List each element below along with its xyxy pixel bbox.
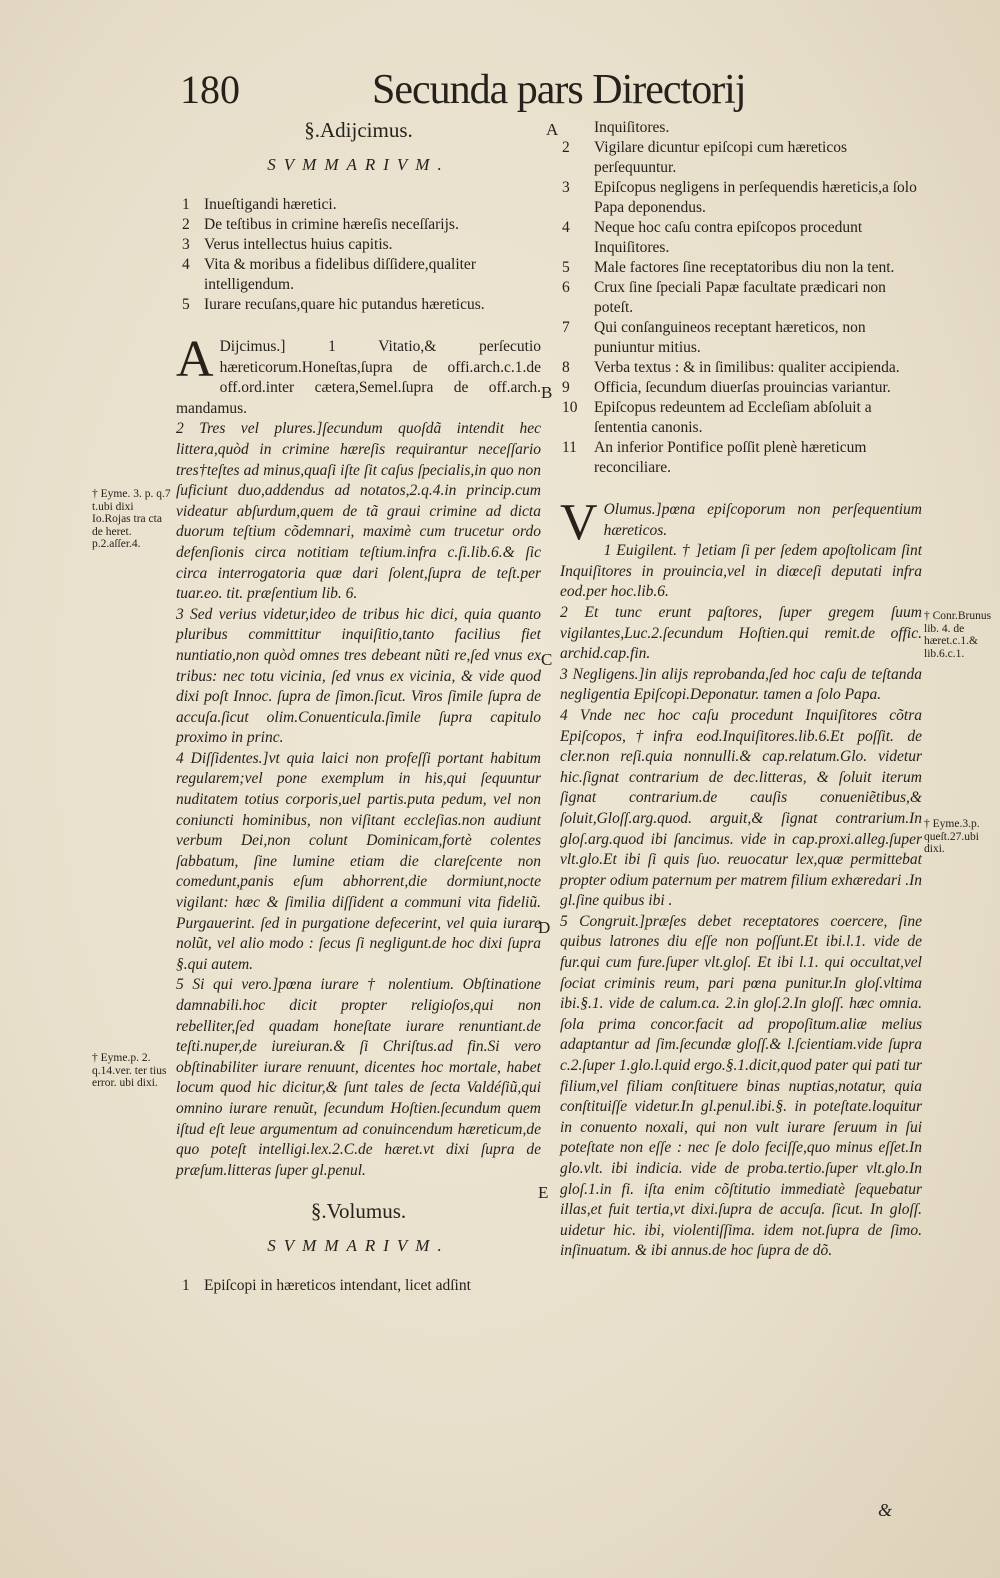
summary-item: 9 Officia, ſecundum diuerſas prouincias variantur.: [562, 379, 891, 396]
catchword: &: [877, 1500, 892, 1520]
drop-capital: V: [560, 494, 598, 551]
summary-item: 11 An inferior Pontifice poſſit plenè hæreticum reconciliare.: [562, 439, 867, 476]
summary-item: 10 Epiſcopus redeuntem ad Eccleſiam abſoluit a ſententia canonis.: [562, 399, 872, 436]
commentary-paragraph: 4 Diſſidentes.]vt quia laici non profeſſi portant habitum regularem;vel pone exemplum in his,qui ſequuntur nuditatem totius corporis,uel partis.puta pedum, vel non coniuncti hominibus, non viſitant eccleſias.non audiunt verbum Dei,non colunt Dominicam,fortè colentes ſabbatum, ſine lumine etiam die clareſcente non comedunt,panis eſum abhorrent,die dormiunt,nocte vigilant: hæc & ſimilia diſſident a communi vita fideliũ. Purgauerint. ſed in purgatione defecerint, vel quia iurare nolũt, vel alio modo : ſecus ſi negligunt.de hoc dixi ſupra §.qui autem.: [176, 749, 541, 973]
commentary-paragraph: 3 Negligens.]in alijs reprobanda,ſed hoc caſu de teſtanda negligentia Epiſcopi.Deponatur. tamen a ſolo Papa.: [560, 665, 922, 704]
summarium-heading: SVMMARIVM.: [267, 155, 450, 174]
summary-item: 4 Vita & moribus a fidelibus diſſidere,qualiter intelligendum.: [182, 256, 476, 293]
commentary-paragraph: 4 Vnde nec hoc caſu procedunt Inquiſitores cõtra Epiſcopos,†infra eod.Inquiſitores.lib.6.Et poſſit. de cler.non reſi.quia nonnulli.& cap.relatum.Glo. videtur hic.ſignat contrarium de dec.litteras, & ſoluit iterum ſignat contrarium.de cauſis conueniẽtibus,& ſoluit,Gloſſ.arg.quod. arguit,& ſignat contrarium.In gloſ.arg.quod ibi ſancimus. vide in cap.proxi.alleg.ſuper vlt.glo.Et ibi ſi quis ſuo. reuocatur lex,quæ permittebat propter odium paternum per matrem filium exhæredari .In gl.ſine quibus ibi .: [560, 706, 922, 910]
section-letter-c: C: [541, 650, 553, 669]
commentary-paragraph: V Olumus.]pœna epiſcoporum non perſequentium hæreticos.: [560, 494, 922, 551]
summarium-heading: SVMMARIVM.: [267, 1236, 450, 1256]
commentary-paragraph: 2 Et tunc erunt paſtores, ſuper gregem ſuum vigilantes,Luc.2.ſecundum Hoſtien.qui remit.de offic. archid.cap.fin.: [560, 603, 922, 663]
summary-item: 5 Male factores ſine receptatoribus diu non la tent.: [562, 259, 895, 276]
summary-item: 8 Verba textus : & in ſimilibus: qualiter accipienda.: [562, 359, 900, 376]
running-head: Secunda pars Directorij: [372, 67, 746, 113]
left-column: [176, 118, 541, 1296]
summary-item: 6 Crux ſine ſpeciali Papæ facultate prædicari non poteſt.: [562, 279, 886, 316]
summary-item: 3 Epiſcopus negligens in perſequendis hæreticis,a ſolo Papa deponendus.: [562, 179, 917, 216]
summary-item: 4 Neque hoc caſu contra epiſcopos procedunt Inquiſitores.: [562, 219, 863, 256]
summary-item: Inquiſitores.: [594, 119, 670, 136]
page-header: [0, 66, 1000, 116]
section-letter-d: D: [538, 918, 551, 937]
section-letter-b: B: [541, 383, 553, 402]
drop-capital: A: [176, 331, 214, 388]
summary-item: 3 Verus intellectus huius capitis.: [182, 236, 393, 253]
commentary-paragraph: 5 Congruit.]præſes debet receptatores coercere, ſine quibus latrones diu eſſe non poſſunt.Et ibi.l.1. vide de fur.qui cum fure.ſuper vlt.gloſ. Et ibi l.1. qui occultat,vel ſociat criminis reum, pari pœna punitur.In gloſ.vltima ibi.§.1. vide de calum.ca. 2.in gloſ.2.In gloſſ. hæc omnia. ſola prima concor.facit ad propoſitum.aliæ melius adaptantur ad ſim.ſecundæ gloſſ.& l.ſcientiam.vide ſupra c.2.ſuper 1.glo.l.quid ergo.§.1.dicit,quod pater qui pati tur filium,vel filiam conſtituere binas nuptias,notatur, quia conſtituiſſe videtur.In gl.penul.ibi.§. in poteſtate.loquitur in conuento noxali, qui non vult iurare ſeruum in ſui poteſtate non eſſe : nec ſe dolo feciſſe,quo minus eſſet.In glo.vlt. ibi indicia. vide de proba.tertio.ſuper vlt.glo.In gloſ.1.in fi. iſta enim cõſtitutio immediatè ſequebatur illas,et fuit tertia,vt dixi.ſupra de accuſa. ſicut. In gloſſ. uidetur hic. ibi, violentiſſima. idem not.ſupra de ſimo. inſinuatum. & ibi annus.de hoc ſupra de dõ.: [560, 912, 922, 1260]
summary-item: 2 Vigilare dicuntur epiſcopi cum hæreticos perſequuntur.: [562, 139, 848, 176]
summary-item: 5 Iurare recuſans,quare hic putandus hæreticus.: [182, 296, 485, 313]
commentary-paragraph: 5 Si qui vero.]pœna iurare † nolentium. Obſtinatione damnabili.hoc dicit propter religioſos,qui non rebelliter,ſed quadam honeſtate iurare renuntiant.de teſti.nuper,de iureiuran.& ſi Chriſtus.ad fin.Si vero obſtinabiliter iurare renuunt, dicentes hoc mortale, habet locum quod hic dicitur,& ſunt tales de ſecta Valdéſiũ,qui omnino iurare renuũt, ſecundum Hoſtien.ſecundum quem iſtud eſt leue argumentum ad conuincendum hæreticum,de quo poteſt intelligi.lex.2.C.de hæret.vt dixi ſupra de præſum.litteras ſuper gl.penul.: [176, 976, 541, 1179]
section-letter-e: E: [538, 1183, 549, 1202]
commentary-paragraph: 1 Euigilent. † ]etiam ſi per ſedem apoſtolicam ſint Inquiſitores in prouincia,vel in diœceſi deputati infra eod.per hoc.lib.6.: [560, 542, 922, 601]
section-title-volumus: §.Volumus.: [310, 1199, 407, 1224]
summary-item: 1 Epiſcopi in hæreticos intendant, licet adſint: [182, 1277, 471, 1295]
right-column: [560, 118, 922, 1262]
section-title-adijcimus: §.Adijcimus.: [304, 118, 413, 142]
commentary-paragraph: A Dijcimus.] 1 Vitatio,& perſecutio hæreticorum.Honeſtas,ſupra de offi.arch.c.1.de off.ord.inter cætera,Semel.ſupra de off.arch. mandamus.: [176, 331, 541, 417]
summary-item: 2 De teſtibus in crimine hæreſis neceſſarijs.: [182, 216, 459, 233]
margin-note-left: † Eyme. 3. p. q.7 t.ubi dixi Io.Rojas tra cta de heret. p.2.aſſer.4.: [92, 488, 171, 550]
summary-item: 7 Qui conſanguineos receptant hæreticos, non puniuntur mitius.: [562, 319, 866, 356]
page-number: 180: [180, 67, 240, 112]
margin-note-right: † Eyme.3.p. queſt.27.ubi dixi.: [924, 818, 980, 855]
summary-item: 1 Inueſtigandi hæretici.: [182, 196, 337, 213]
margin-note-left: † Eyme.p. 2. q.14.ver. ter tius error. ubi dixi.: [92, 1052, 167, 1089]
section-letter-a: A: [546, 120, 559, 139]
commentary-paragraph: 2 Tres vel plures.]ſecundum quoſdã intendit hec littera,quòd in crimine hæreſis requirantur neceſſario tres†teſtes ad minus,quaſi iſte ſit caſus ſpecialis,in quo non ſuficiunt duo,addendus ad notatos,2.q.4.in princip.cum videatur abſurdum,quem de tã graui crimine ad dicta duorum teſtium cõdemnari, maximè cum trucetur ordo defenſionis circa notitiam teſtium.infra c.ſi.lib.6.& ſic circa interrogatoria quæ dari ſolent,ſupra de teſt.per tuar.eo. tit. præſentium lib. 6.: [176, 420, 541, 603]
commentary-paragraph: 3 Sed verius videtur,ideo de tribus hic dici, quia quanto pluribus committitur inquiſitio,tanto facilius fiet nuntiatio,non quòd omnes tres debeant nũti re,ſed vnus ex tribus: nec totu vicinia, ſed vnus ex vicinia, & vide quod dixi poſt Innoc. ſupra de ſimon.ſicut. Viros ſimile ſupra de accuſa.ſicut olim.Conuenticula.ſimile ſupra capitulo proximo in princ.: [176, 605, 541, 747]
margin-note-right: † Conr.Brunus lib. 4. de hæret.c.1.& lib.6.c.1.: [924, 610, 992, 660]
